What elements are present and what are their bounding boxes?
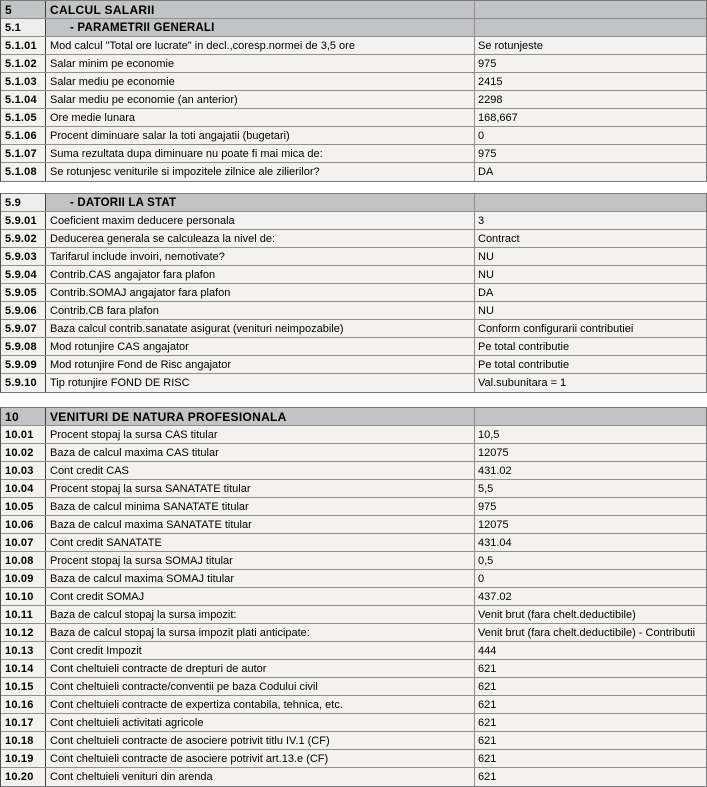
row-label-cell: Cont cheltuieli venituri din arenda — [50, 771, 213, 783]
row-id-cell: 10.05 — [1, 498, 46, 515]
row-label-cell: Cont cheltuieli contracte de asociere potrivit titlu IV.1 (CF) — [50, 734, 330, 747]
row-10.14[interactable] — [1, 660, 706, 678]
row-id-cell: 5.9.01 — [1, 212, 46, 229]
row-label-cell: Cont credit CAS — [50, 464, 129, 477]
row-value-cell[interactable]: 621 — [474, 768, 706, 786]
row-value-cell[interactable]: Val.subunitara = 1 — [474, 374, 706, 392]
row-5.9.03[interactable] — [1, 248, 706, 266]
row-5.1.05[interactable] — [1, 109, 706, 127]
row-id-cell: 5.9.06 — [1, 302, 46, 319]
row-5.9.05[interactable] — [1, 284, 706, 302]
row-id-cell: 10.20 — [1, 768, 46, 786]
row-label-cell: Cont credit SANATATE — [50, 536, 162, 549]
row-value-cell[interactable]: 12075 — [474, 444, 706, 461]
row-5.9 — [1, 194, 706, 212]
row-label-cell: Cont cheltuieli contracte de asociere potrivit art.13.e (CF) — [50, 752, 329, 765]
row-label-cell: Contrib.SOMAJ angajator fara plafon — [50, 286, 231, 299]
row-id-cell: 5.1.04 — [1, 91, 46, 108]
row-label-cell: Suma rezultata dupa diminuare nu poate fi mai mica de: — [50, 147, 323, 160]
row-label-cell: Procent stopaj la sursa CAS titular — [50, 428, 218, 441]
row-value-cell — [474, 1, 706, 18]
row-label-cell: Procent diminuare salar la toti angajatii (bugetari) — [50, 129, 290, 142]
row-value-cell — [474, 194, 706, 211]
row-id-cell: 5.1.08 — [1, 163, 46, 181]
row-label-cell: Baza calcul contrib.sanatate asigurat (venituri neimpozabile) — [50, 322, 344, 335]
row-label-cell: Mod rotunjire Fond de Risc angajator — [50, 358, 231, 371]
row-10.11[interactable] — [1, 606, 706, 624]
row-10.17[interactable] — [1, 714, 706, 732]
row-10.12[interactable] — [1, 624, 706, 642]
row-value-cell[interactable]: 621 — [474, 660, 706, 677]
row-value-cell[interactable]: 2415 — [474, 73, 706, 90]
row-value-cell[interactable]: 621 — [474, 714, 706, 731]
row-value-cell[interactable]: Contract — [474, 230, 706, 247]
row-label-cell: Salar minim pe economie — [50, 57, 175, 70]
row-value-cell — [474, 408, 706, 425]
row-10.20[interactable] — [1, 768, 706, 786]
row-5.1.06[interactable] — [1, 127, 706, 145]
row-label-cell: Ore medie lunara — [50, 111, 135, 124]
row-label-cell: Contrib.CB fara plafon — [50, 304, 159, 317]
section-calcul-salarii — [0, 0, 707, 182]
row-id-cell: 10.13 — [1, 642, 46, 659]
row-10.07[interactable] — [1, 534, 706, 552]
row-10.04[interactable] — [1, 480, 706, 498]
row-label-cell: Baza de calcul maxima CAS titular — [50, 446, 219, 459]
row-value-cell[interactable]: DA — [474, 284, 706, 301]
row-label-cell: VENITURI DE NATURA PROFESIONALA — [50, 409, 287, 424]
row-id-cell: 10.10 — [1, 588, 46, 605]
row-label-cell: Contrib.CAS angajator fara plafon — [50, 268, 216, 281]
row-label-cell: Procent stopaj la sursa SANATATE titular — [50, 482, 251, 495]
row-label-cell: - DATORII LA STAT — [46, 194, 474, 211]
row-id-cell: 10.03 — [1, 462, 46, 479]
row-label-cell: Mod calcul "Total ore lucrate" in decl.,coresp.normei de 3,5 ore — [50, 39, 355, 52]
row-5 — [1, 1, 706, 19]
row-value-cell[interactable]: Pe total contributie — [474, 356, 706, 373]
row-id-cell: 10.09 — [1, 570, 46, 587]
row-5.9.09[interactable] — [1, 356, 706, 374]
row-id-cell: 5.1.02 — [1, 55, 46, 72]
row-label-cell: Cont cheltuieli activitati agricole — [50, 716, 204, 729]
section-venituri-de-natura-profesionala — [0, 407, 707, 787]
row-label-cell: Cont cheltuieli contracte de expertiza contabila, tehnica, etc. — [50, 698, 343, 711]
row-label-cell: Cont cheltuieli contracte/conventii pe baza Codului civil — [50, 680, 318, 693]
row-value-cell[interactable]: 5,5 — [474, 480, 706, 497]
row-id-cell: 10.19 — [1, 750, 46, 767]
row-value-cell[interactable]: 975 — [474, 498, 706, 515]
row-10.10[interactable] — [1, 588, 706, 606]
row-label-cell: Tarifarul include invoiri, nemotivate? — [50, 250, 225, 263]
row-10.18[interactable] — [1, 732, 706, 750]
row-value-cell[interactable]: 0 — [474, 570, 706, 587]
row-value-cell[interactable]: 431.04 — [474, 534, 706, 551]
row-id-cell: 5.9.10 — [1, 374, 46, 392]
row-10.08[interactable] — [1, 552, 706, 570]
row-label-cell: Salar mediu pe economie (an anterior) — [50, 93, 238, 106]
row-value-cell[interactable]: 621 — [474, 696, 706, 713]
row-value-cell[interactable]: Venit brut (fara chelt.deductibile) - Contributii — [474, 624, 706, 641]
row-5.9.10[interactable] — [1, 374, 706, 392]
row-label-cell: Procent stopaj la sursa SOMAJ titular — [50, 554, 233, 567]
row-5.9.08[interactable] — [1, 338, 706, 356]
row-5.1 — [1, 19, 706, 37]
row-value-cell[interactable]: 168,667 — [474, 109, 706, 126]
row-label-cell: Coeficient maxim deducere personala — [50, 214, 235, 227]
row-value-cell[interactable]: 12075 — [474, 516, 706, 533]
row-id-cell: 5.1.06 — [1, 127, 46, 144]
row-5.1.02[interactable] — [1, 55, 706, 73]
row-id-cell: 10.02 — [1, 444, 46, 461]
row-label-cell: Cont credit Impozit — [50, 644, 142, 657]
row-id-cell: 5.1.03 — [1, 73, 46, 90]
row-id-cell: 5.1 — [1, 19, 46, 36]
row-id-cell: 10.08 — [1, 552, 46, 569]
row-value-cell[interactable]: 975 — [474, 145, 706, 162]
row-10.09[interactable] — [1, 570, 706, 588]
row-value-cell[interactable]: NU — [474, 248, 706, 265]
row-label-cell: Cont credit SOMAJ — [50, 590, 145, 603]
row-id-cell: 5.1.07 — [1, 145, 46, 162]
row-id-cell: 10.14 — [1, 660, 46, 677]
row-value-cell[interactable]: 621 — [474, 750, 706, 767]
row-10.03[interactable] — [1, 462, 706, 480]
row-id-cell: 5.9.04 — [1, 266, 46, 283]
row-label-cell: Baza de calcul stopaj la sursa impozit: — [50, 608, 237, 621]
row-10.15[interactable] — [1, 678, 706, 696]
row-10.13[interactable] — [1, 642, 706, 660]
row-value-cell[interactable]: Se rotunjeste — [474, 37, 706, 54]
row-5.9.07[interactable] — [1, 320, 706, 338]
row-value-cell[interactable]: Pe total contributie — [474, 338, 706, 355]
row-label-cell: Tip rotunjire FOND DE RISC — [50, 377, 190, 389]
row-label-cell: Baza de calcul maxima SOMAJ titular — [50, 572, 235, 585]
row-5.9.06[interactable] — [1, 302, 706, 320]
row-id-cell: 5.9.05 — [1, 284, 46, 301]
row-id-cell: 10.07 — [1, 534, 46, 551]
row-id-cell: 5.9.09 — [1, 356, 46, 373]
row-label-cell: Baza de calcul minima SANATATE titular — [50, 500, 249, 513]
row-10.16[interactable] — [1, 696, 706, 714]
row-5.9.01[interactable] — [1, 212, 706, 230]
row-10 — [1, 408, 706, 426]
row-value-cell[interactable]: 437.02 — [474, 588, 706, 605]
row-id-cell: 10.17 — [1, 714, 46, 731]
row-value-cell[interactable]: 975 — [474, 55, 706, 72]
row-id-cell: 10.16 — [1, 696, 46, 713]
row-label-cell: Baza de calcul maxima SANATATE titular — [50, 518, 252, 531]
row-id-cell: 5 — [1, 1, 46, 18]
row-id-cell: 10.12 — [1, 624, 46, 641]
row-5.9.04[interactable] — [1, 266, 706, 284]
row-id-cell: 5.9.02 — [1, 230, 46, 247]
row-value-cell[interactable]: 2298 — [474, 91, 706, 108]
row-label-cell: Se rotunjesc veniturile si impozitele zilnice ale zilierilor? — [50, 166, 320, 178]
row-label-cell: Salar mediu pe economie — [50, 75, 175, 88]
row-value-cell[interactable]: Venit brut (fara chelt.deductibile) — [474, 606, 706, 623]
row-value-cell[interactable]: 621 — [474, 678, 706, 695]
row-value-cell[interactable]: NU — [474, 302, 706, 319]
row-id-cell: 5.1.05 — [1, 109, 46, 126]
row-10.06[interactable] — [1, 516, 706, 534]
row-value-cell[interactable]: DA — [474, 163, 706, 181]
row-value-cell[interactable]: 431.02 — [474, 462, 706, 479]
section-datorii-la-stat — [0, 193, 707, 393]
row-value-cell[interactable]: 3 — [474, 212, 706, 229]
row-5.1.04[interactable] — [1, 91, 706, 109]
row-id-cell: 10.04 — [1, 480, 46, 497]
row-label-cell: - PARAMETRII GENERALI — [46, 19, 474, 36]
row-id-cell: 5.9 — [1, 194, 46, 211]
row-id-cell: 5.9.03 — [1, 248, 46, 265]
row-5.1.01[interactable] — [1, 37, 706, 55]
row-label-cell: CALCUL SALARII — [50, 2, 155, 17]
row-id-cell: 10.18 — [1, 732, 46, 749]
row-label-cell: Mod rotunjire CAS angajator — [50, 340, 189, 353]
row-value-cell[interactable]: 10,5 — [474, 426, 706, 443]
row-10.05[interactable] — [1, 498, 706, 516]
row-id-cell: 10.06 — [1, 516, 46, 533]
row-10.19[interactable] — [1, 750, 706, 768]
row-value-cell[interactable]: 621 — [474, 732, 706, 749]
row-10.01[interactable] — [1, 426, 706, 444]
row-value-cell[interactable]: 0 — [474, 127, 706, 144]
row-value-cell[interactable]: 0,5 — [474, 552, 706, 569]
row-id-cell: 5.9.07 — [1, 320, 46, 337]
row-label-cell: Cont cheltuieli contracte de drepturi de autor — [50, 662, 267, 675]
row-id-cell: 5.1.01 — [1, 37, 46, 54]
row-id-cell: 10.15 — [1, 678, 46, 695]
row-label-cell: Baza de calcul stopaj la sursa impozit plati anticipate: — [50, 626, 310, 639]
row-id-cell: 10.01 — [1, 426, 46, 443]
row-5.9.02[interactable] — [1, 230, 706, 248]
row-label-cell: Deducerea generala se calculeaza la nivel de: — [50, 232, 276, 245]
row-10.02[interactable] — [1, 444, 706, 462]
row-5.1.07[interactable] — [1, 145, 706, 163]
row-5.1.08[interactable] — [1, 163, 706, 181]
row-id-cell: 10 — [1, 408, 46, 425]
row-id-cell: 5.9.08 — [1, 338, 46, 355]
row-value-cell[interactable]: Conform configurarii contributiei — [474, 320, 706, 337]
row-value-cell[interactable]: NU — [474, 266, 706, 283]
row-value-cell — [474, 19, 706, 36]
row-id-cell: 10.11 — [1, 606, 46, 623]
row-5.1.03[interactable] — [1, 73, 706, 91]
row-value-cell[interactable]: 444 — [474, 642, 706, 659]
